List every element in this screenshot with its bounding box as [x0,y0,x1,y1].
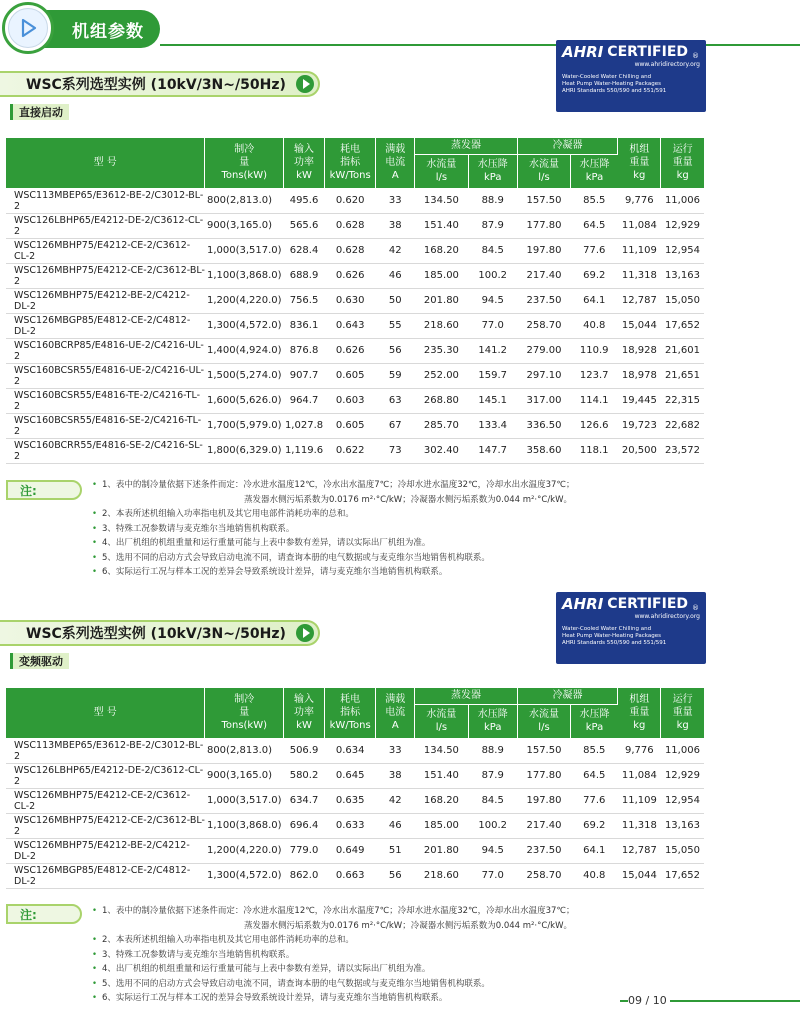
table-cell: 12,787 [618,838,661,863]
table-cell: 114.1 [571,388,618,413]
bullet-icon: • [92,480,98,490]
table-cell: 779.0 [284,838,325,863]
table-cell: 177.80 [517,213,570,238]
col-header-model: 型 号 [6,688,205,738]
table-row [6,188,704,213]
table-cell: WSC113MBEP65/E3612-BE-2/C3012-BL-2 [6,188,205,213]
table-cell: 11,318 [618,813,661,838]
col-header-condenser: 冷凝器 [517,688,618,704]
bullet-icon: • [92,523,98,534]
ahri-certified-badge: AHRI CERTIFIED ® www.ahridirectory.org Water-Cooled Water Chilling and Heat Pump Water-Heating Packages AHRI Standards 550/590 and 551/591 [556,40,706,112]
page-title: 机组参数 [72,21,144,42]
table-cell: 0.628 [325,238,376,263]
table-cell: 17,652 [661,313,704,338]
col-header-model: 型 号 [6,138,205,188]
ahri-logo: AHRI [562,43,604,61]
table-cell: 1,400(4,924.0) [205,338,284,363]
table-cell: 134.50 [415,738,468,763]
table-cell: 565.6 [284,213,325,238]
section-title-text: WSC系列选型实例 (10kV/3N~/50Hz) [26,626,286,642]
table-cell: 0.603 [325,388,376,413]
section-title-vfd [0,620,320,646]
table-cell: 800(2,813.0) [205,188,284,213]
table-cell: 964.7 [284,388,325,413]
note-item: • 6、实际运行工况与样本工况的差异会导致系统设计差异，请与麦克维尔当地销售机构联系。 [92,565,632,580]
table-cell: 495.6 [284,188,325,213]
table-header-row [6,688,704,704]
notes-label: 注: [6,904,82,924]
table-cell: WSC126MBHP75/E4212-CE-2/C3612-BL-2 [6,263,205,288]
table-cell: 13,163 [661,813,704,838]
bullet-icon: • [92,978,98,989]
table-cell: 0.605 [325,363,376,388]
table-cell: 100.2 [468,263,517,288]
table-cell: 20,500 [618,438,661,463]
table-cell: 836.1 [284,313,325,338]
table-row [6,763,704,788]
table-cell: 1,200(4,220.0) [205,838,284,863]
note-item: • 5、选用不同的启动方式会导致启动电流不同，请查询本册的电气数据或与麦克维尔当地销售机构联系。 [92,977,632,992]
col-header-cond-pressure-drop: 水压降 kPa [571,704,618,738]
table-row [6,438,704,463]
notes-list [92,478,632,580]
table-cell: 0.635 [325,788,376,813]
table-cell: 0.626 [325,338,376,363]
table-cell: 580.2 [284,763,325,788]
page-number: 09 / 10 [628,994,667,1007]
ahri-certified-text: CERTIFIED [607,596,689,612]
table-cell: WSC160BCSR55/E4816-UE-2/C4216-UL-2 [6,363,205,388]
table-cell: 9,776 [618,738,661,763]
table-cell: 185.00 [415,263,468,288]
table-cell: 177.80 [517,763,570,788]
table-cell: 59 [376,363,415,388]
table-cell: 900(3,165.0) [205,763,284,788]
note-item: • 3、特殊工况参数请与麦克维尔当地销售机构联系。 [92,948,632,963]
table-cell: 100.2 [468,813,517,838]
spec-table-direct-start [6,138,704,464]
table-row [6,288,704,313]
table-cell: 1,300(4,572.0) [205,313,284,338]
table-cell: 87.9 [468,763,517,788]
table-cell: 12,954 [661,788,704,813]
table-cell: 40.8 [571,863,618,888]
note-item: • 2、本表所述机组输入功率指电机及其它用电部件消耗功率的总和。 [92,507,632,522]
table-cell: 84.5 [468,238,517,263]
table-cell: 126.6 [571,413,618,438]
play-icon [296,624,314,642]
table-cell: 11,109 [618,788,661,813]
col-header-power: 输入 功率 kW [284,138,325,188]
table-cell: 302.40 [415,438,468,463]
table-cell: 19,445 [618,388,661,413]
bullet-icon: • [92,949,98,960]
table-cell: 218.60 [415,863,468,888]
table-cell: 336.50 [517,413,570,438]
table-cell: 118.1 [571,438,618,463]
table-cell: 9,776 [618,188,661,213]
bullet-icon: • [92,552,98,563]
table-cell: 1,300(4,572.0) [205,863,284,888]
col-header-evap-flow: 水流量 l/s [415,704,468,738]
table-cell: 17,652 [661,863,704,888]
table-cell: 50 [376,288,415,313]
table-cell: WSC113MBEP65/E3612-BE-2/C3012-BL-2 [6,738,205,763]
table-cell: 147.7 [468,438,517,463]
table-cell: 38 [376,763,415,788]
table-cell: 21,651 [661,363,704,388]
table-row [6,738,704,763]
table-cell: WSC126MBHP75/E4212-BE-2/C4212-DL-2 [6,838,205,863]
table-cell: 63 [376,388,415,413]
col-header-capacity: 制冷 量 Tons(kW) [205,138,284,188]
table-cell: 85.5 [571,188,618,213]
table-cell: 197.80 [517,788,570,813]
table-cell: WSC160BCRP85/E4816-UE-2/C4216-UL-2 [6,338,205,363]
table-cell: 218.60 [415,313,468,338]
table-cell: 12,787 [618,288,661,313]
table-cell: 55 [376,313,415,338]
table-cell: WSC126MBGP85/E4812-CE-2/C4812-DL-2 [6,863,205,888]
table-row [6,838,704,863]
table-cell: 185.00 [415,813,468,838]
table-cell: 18,978 [618,363,661,388]
table-cell: 19,723 [618,413,661,438]
note-item: • 4、出厂机组的机组重量和运行重量可能与上表中参数有差异，请以实际出厂机组为准。 [92,536,632,551]
notes-list [92,904,632,1006]
table-cell: WSC160BCSR55/E4816-TE-2/C4216-TL-2 [6,388,205,413]
notes-label: 注: [6,480,82,500]
ahri-certified-text: CERTIFIED [607,44,689,60]
table-cell: 506.9 [284,738,325,763]
note-continuation: 蒸发器水侧污垢系数为0.0176 m²·°C/kW；冷凝器水侧污垢系数为0.044 m²·°C/kW。 [244,920,573,931]
note-item: • 3、特殊工况参数请与麦克维尔当地销售机构联系。 [92,522,632,537]
table-cell: 11,006 [661,188,704,213]
bullet-icon: • [92,993,98,1003]
table-cell: 15,050 [661,288,704,313]
table-cell: 151.40 [415,213,468,238]
footer-divider [670,1000,800,1002]
note-item: • 4、出厂机组的机组重量和运行重量可能与上表中参数有差异，请以实际出厂机组为准。 [92,962,632,977]
table-cell: 64.1 [571,288,618,313]
table-cell: WSC126LBHP65/E4212-DE-2/C3612-CL-2 [6,213,205,238]
table-cell: 1,200(4,220.0) [205,288,284,313]
col-header-current: 满载 电流 A [376,138,415,188]
table-cell: 15,044 [618,863,661,888]
col-header-capacity: 制冷 量 Tons(kW) [205,688,284,738]
table-cell: 46 [376,813,415,838]
table-cell: 0.622 [325,438,376,463]
table-cell: 141.2 [468,338,517,363]
table-cell: 1,027.8 [284,413,325,438]
table-cell: 1,119.6 [284,438,325,463]
table-cell: 88.9 [468,188,517,213]
table-cell: 1,100(3,868.0) [205,263,284,288]
spec-table-vfd [6,688,704,889]
table-cell: 252.00 [415,363,468,388]
table-cell: 134.50 [415,188,468,213]
table-cell: 268.80 [415,388,468,413]
col-header-operating-weight: 运行 重量 kg [661,688,704,738]
table-cell: 12,954 [661,238,704,263]
table-cell: 862.0 [284,863,325,888]
table-cell: 688.9 [284,263,325,288]
col-header-efficiency: 耗电 指标 kW/Tons [325,138,376,188]
table-cell: 123.7 [571,363,618,388]
table-cell: 628.4 [284,238,325,263]
col-header-evaporator: 蒸发器 [415,138,518,154]
section-subtitle: 直接启动 [10,104,69,120]
table-cell: 69.2 [571,813,618,838]
note-item: • 1、表中的制冷量依据下述条件而定：冷水进水温度12℃，冷水出水温度7℃；冷却水进水温度32℃，冷却水出水温度37℃； [92,478,632,493]
table-cell: 1,500(5,274.0) [205,363,284,388]
table-cell: 69.2 [571,263,618,288]
table-row [6,238,704,263]
table-cell: 907.7 [284,363,325,388]
table-cell: 201.80 [415,288,468,313]
table-cell: WSC126MBHP75/E4212-CE-2/C3612-CL-2 [6,788,205,813]
table-cell: 297.10 [517,363,570,388]
col-header-unit-weight: 机组 重量 kg [618,688,661,738]
table-cell: 1,000(3,517.0) [205,788,284,813]
col-header-operating-weight: 运行 重量 kg [661,138,704,188]
bullet-icon: • [92,935,98,945]
table-cell: 64.1 [571,838,618,863]
table-row [6,788,704,813]
table-cell: 279.00 [517,338,570,363]
table-row [6,813,704,838]
play-icon [296,75,314,93]
table-header-row [6,138,704,154]
table-cell: 13,163 [661,263,704,288]
table-cell: 0.626 [325,263,376,288]
table-cell: 0.649 [325,838,376,863]
table-cell: 756.5 [284,288,325,313]
table-cell: 64.5 [571,213,618,238]
table-cell: 201.80 [415,838,468,863]
section-title-text: WSC系列选型实例 (10kV/3N~/50Hz) [26,77,286,93]
table-row [6,263,704,288]
table-cell: 51 [376,838,415,863]
table-cell: 42 [376,788,415,813]
table-cell: 634.7 [284,788,325,813]
table-cell: 15,044 [618,313,661,338]
table-cell: 145.1 [468,388,517,413]
table-row [6,213,704,238]
table-cell: 84.5 [468,788,517,813]
table-cell: 15,050 [661,838,704,863]
table-cell: 64.5 [571,763,618,788]
table-cell: 157.50 [517,188,570,213]
table-cell: 876.8 [284,338,325,363]
table-cell: 317.00 [517,388,570,413]
bullet-icon: • [92,906,98,916]
ahri-url: www.ahridirectory.org [634,613,700,620]
table-cell: 12,929 [661,763,704,788]
col-header-evap-pressure-drop: 水压降 kPa [468,154,517,188]
col-header-power: 输入 功率 kW [284,688,325,738]
table-cell: 40.8 [571,313,618,338]
table-cell: 11,084 [618,763,661,788]
table-cell: 157.50 [517,738,570,763]
table-cell: WSC126MBHP75/E4212-CE-2/C3612-BL-2 [6,813,205,838]
table-cell: 94.5 [468,838,517,863]
table-cell: 1,800(6,329.0) [205,438,284,463]
table-cell: 0.634 [325,738,376,763]
table-cell: 258.70 [517,313,570,338]
col-header-evap-flow: 水流量 l/s [415,154,468,188]
table-cell: 46 [376,263,415,288]
col-header-efficiency: 耗电 指标 kW/Tons [325,688,376,738]
table-cell: 217.40 [517,263,570,288]
table-row [6,313,704,338]
table-cell: 23,572 [661,438,704,463]
footer-divider [620,1000,628,1002]
table-cell: 11,109 [618,238,661,263]
table-cell: 0.628 [325,213,376,238]
table-cell: 67 [376,413,415,438]
table-cell: 73 [376,438,415,463]
table-cell: WSC126MBHP75/E4212-BE-2/C4212-DL-2 [6,288,205,313]
table-cell: 1,100(3,868.0) [205,813,284,838]
col-header-cond-flow: 水流量 l/s [517,704,570,738]
table-cell: 110.9 [571,338,618,363]
col-header-unit-weight: 机组 重量 kg [618,138,661,188]
section-title-direct-start [0,71,320,97]
table-cell: 0.605 [325,413,376,438]
table-cell: 159.7 [468,363,517,388]
table-cell: 12,929 [661,213,704,238]
bullet-icon: • [92,964,98,974]
table-cell: 42 [376,238,415,263]
table-cell: 237.50 [517,288,570,313]
table-cell: 77.6 [571,788,618,813]
table-cell: 900(3,165.0) [205,213,284,238]
col-header-cond-pressure-drop: 水压降 kPa [571,154,618,188]
table-cell: 0.620 [325,188,376,213]
table-cell: 0.633 [325,813,376,838]
table-cell: 77.6 [571,238,618,263]
table-cell: 77.0 [468,313,517,338]
table-cell: WSC160BCRR55/E4816-SE-2/C4216-SL-2 [6,438,205,463]
table-cell: 11,084 [618,213,661,238]
table-cell: 696.4 [284,813,325,838]
bullet-icon: • [92,567,98,577]
table-cell: 258.70 [517,863,570,888]
table-cell: 77.0 [468,863,517,888]
table-cell: 38 [376,213,415,238]
table-cell: 151.40 [415,763,468,788]
table-cell: 0.645 [325,763,376,788]
table-cell: 56 [376,338,415,363]
table-cell: 87.9 [468,213,517,238]
table-cell: 0.643 [325,313,376,338]
table-row [6,413,704,438]
table-cell: 285.70 [415,413,468,438]
table-cell: 11,318 [618,263,661,288]
play-triangle-icon [17,17,39,39]
col-header-evaporator: 蒸发器 [415,688,518,704]
table-cell: 88.9 [468,738,517,763]
table-cell: 133.4 [468,413,517,438]
table-cell: 18,928 [618,338,661,363]
note-continuation: 蒸发器水侧污垢系数为0.0176 m²·°C/kW；冷凝器水侧污垢系数为0.044 m²·°C/kW。 [244,494,573,505]
bullet-icon: • [92,509,98,519]
table-cell: 56 [376,863,415,888]
col-header-current: 满载 电流 A [376,688,415,738]
table-cell: 33 [376,738,415,763]
table-cell: 22,682 [661,413,704,438]
note-item: • 2、本表所述机组输入功率指电机及其它用电部件消耗功率的总和。 [92,933,632,948]
table-row [6,388,704,413]
table-cell: WSC160BCSR55/E4816-SE-2/C4216-TL-2 [6,413,205,438]
table-cell: 168.20 [415,788,468,813]
bullet-icon: • [92,538,98,548]
table-cell: 0.663 [325,863,376,888]
note-item: • 6、实际运行工况与样本工况的差异会导致系统设计差异，请与麦克维尔当地销售机构联系。 [92,991,632,1006]
ahri-certified-badge: AHRI CERTIFIED ® www.ahridirectory.org Water-Cooled Water Chilling and Heat Pump Water-Heating Packages AHRI Standards 550/590 and 551/591 [556,592,706,664]
table-cell: 800(2,813.0) [205,738,284,763]
col-header-evap-pressure-drop: 水压降 kPa [468,704,517,738]
table-row [6,338,704,363]
table-cell: 358.60 [517,438,570,463]
table-cell: WSC126LBHP65/E4212-DE-2/C3612-CL-2 [6,763,205,788]
table-cell: 33 [376,188,415,213]
ahri-url: www.ahridirectory.org [634,61,700,68]
header-logo [2,2,54,54]
table-cell: 237.50 [517,838,570,863]
ahri-logo: AHRI [562,595,604,613]
table-cell: 235.30 [415,338,468,363]
table-cell: WSC126MBGP85/E4812-CE-2/C4812-DL-2 [6,313,205,338]
section-subtitle: 变频驱动 [10,653,69,669]
table-cell: 22,315 [661,388,704,413]
table-cell: 21,601 [661,338,704,363]
table-row [6,863,704,888]
note-item: • 5、选用不同的启动方式会导致启动电流不同，请查询本册的电气数据或与麦克维尔当地销售机构联系。 [92,551,632,566]
note-item: • 1、表中的制冷量依据下述条件而定：冷水进水温度12℃，冷水出水温度7℃；冷却水进水温度32℃，冷却水出水温度37℃； [92,904,632,919]
table-row [6,363,704,388]
table-cell: WSC126MBHP75/E4212-CE-2/C3612-CL-2 [6,238,205,263]
table-cell: 0.630 [325,288,376,313]
table-cell: 1,700(5,979.0) [205,413,284,438]
table-cell: 11,006 [661,738,704,763]
col-header-cond-flow: 水流量 l/s [517,154,570,188]
table-cell: 85.5 [571,738,618,763]
table-cell: 1,000(3,517.0) [205,238,284,263]
page-title-bar [40,10,160,48]
col-header-condenser: 冷凝器 [517,138,618,154]
table-cell: 197.80 [517,238,570,263]
table-cell: 217.40 [517,813,570,838]
table-cell: 1,600(5,626.0) [205,388,284,413]
table-cell: 94.5 [468,288,517,313]
table-cell: 168.20 [415,238,468,263]
